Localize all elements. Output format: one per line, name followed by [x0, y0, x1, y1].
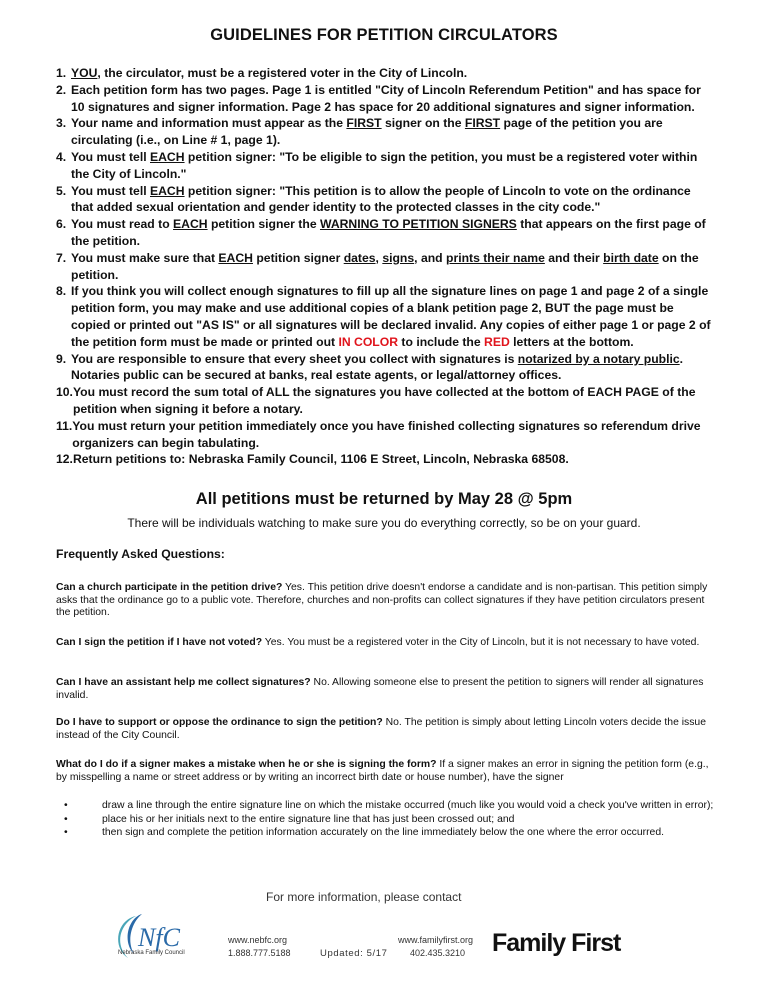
- rule-number: 11.: [56, 418, 73, 433]
- faq-question: Do I have to support or oppose the ordinance to sign the petition?: [56, 717, 383, 728]
- faq-answer: If a signer makes an error in signing the petition form (e.g., by misspelling a name or street address or by writing an incorrect birth date or house number), have the signer: [56, 759, 709, 783]
- list-item: • draw a line through the entire signature line on which the mistake occurred (much like you would void a check you've written in error);: [56, 800, 716, 813]
- watch-note: There will be individuals watching to make sure you do everything correctly, so be on your guard.: [127, 516, 641, 530]
- rule-number: 3.: [56, 116, 67, 131]
- rule-item: [56, 82, 716, 116]
- rule-item: [56, 149, 716, 183]
- faq-question: Can I sign the petition if I have not voted?: [56, 637, 263, 648]
- bullet-icon: •: [64, 800, 68, 811]
- rule-text: You must read to EACH petition signer the WARNING TO PETITION SIGNERS that appears on the first page of the petition.: [71, 217, 706, 248]
- faq-answer: Yes. This petition drive doesn't endorse a candidate and is non-partisan. This petition simply asks that the ordinance go to a public vote. Therefore, churches and non-profits can collect signatures if they have petition circulators present the petition.: [56, 582, 708, 619]
- rule-number: 4.: [56, 149, 67, 164]
- rule-item: [56, 451, 716, 468]
- rule-number: 5.: [56, 183, 67, 198]
- page-title: GUIDELINES FOR PETITION CIRCULATORS: [210, 26, 558, 44]
- rule-item: [56, 183, 716, 217]
- rule-item: [56, 216, 716, 250]
- faq-answer: Yes. You must be a registered voter in the City of Lincoln, but it is not necessary to have voted.: [262, 637, 700, 648]
- rule-number: 1.: [56, 66, 67, 80]
- faq-question: What do I do if a signer makes a mistake when he or she is signing the form?: [56, 759, 437, 770]
- rule-text: You must tell EACH petition signer: "This petition is to allow the people of Lincoln to vote on the ordinance that added sexual orientation and gender identity to the protected classes in the city code.": [71, 183, 691, 215]
- ff-phone: 402.435.3210: [410, 948, 466, 958]
- ff-website: www.familyfirst.org: [398, 935, 474, 945]
- family-first-logo-icon: [492, 915, 632, 963]
- deadline-banner: All petitions must be returned by May 28 @ 5pm: [195, 490, 573, 508]
- nfc-caption: Nebraska Family Council: [118, 950, 185, 956]
- nfc-website: www.nebfc.org: [228, 935, 288, 945]
- rule-number: 10.: [56, 385, 73, 400]
- rule-number: 9.: [56, 351, 67, 366]
- faq-item: [56, 582, 716, 620]
- list-item: • then sign and complete the petition information accurately on the line immediately below the one where the error occurred.: [56, 827, 716, 840]
- nfc-logo-icon: [106, 908, 226, 968]
- bullet-icon: •: [64, 813, 68, 825]
- rule-text: Each petition form has two pages. Page 1 is entitled "City of Lincoln Referendum Petition" and has space for 10 signatures and signer information. Page 2 has space for 20 additional signatures and signer information.: [71, 82, 701, 114]
- faq-item: [56, 717, 716, 742]
- svg-text:Family First: Family First: [492, 929, 621, 957]
- rule-text: You must record the sum total of ALL the signatures you have collected at the bottom of EACH PAGE of the petition when signing it before a notary.: [72, 385, 696, 416]
- rule-text: You must make sure that EACH petition signer dates, signs, and prints their name and their birth date on the petition.: [71, 250, 699, 282]
- rule-number: 6.: [56, 217, 67, 232]
- rule-item: [56, 384, 716, 418]
- rule-text: Return petitions to: Nebraska Family Council, 1106 E Street, Lincoln, Nebraska 68508.: [72, 452, 569, 467]
- faq-item: [56, 677, 716, 702]
- mistake-steps-list: [56, 800, 716, 841]
- rule-item: [56, 283, 716, 350]
- svg-text:NfC: NfC: [138, 923, 180, 952]
- rules-list: [56, 65, 716, 468]
- bullet-icon: •: [64, 827, 68, 839]
- rule-number: 7.: [56, 250, 67, 265]
- faq-heading: Frequently Asked Questions:: [56, 547, 225, 561]
- faq-answer: No. The petition is simply about letting Lincoln voters decide the issue instead of the City Council.: [56, 717, 706, 741]
- rule-text: You are responsible to ensure that every sheet you collect with signatures is notarized by a notary public. Notaries public can be secured at banks, real estate agents, or legal/attorney offices.: [71, 351, 684, 383]
- rule-item: [56, 115, 716, 149]
- faq-item: [56, 637, 716, 650]
- rule-text: You must tell EACH petition signer: "To be eligible to sign the petition, you must be a registered voter within the City of Lincoln.": [71, 149, 698, 181]
- rule-text: You must return your petition immediately once you have finished collecting signatures so referendum drive organizers can begin tabulating.: [72, 418, 701, 450]
- nfc-phone: 1.888.777.5188: [228, 948, 291, 958]
- rule-text: YOU, the circulator, must be a registered voter in the City of Lincoln.: [71, 66, 468, 80]
- list-item: • place his or her initials next to the entire signature line that has just been crossed out; and: [56, 814, 716, 827]
- rule-item: [56, 351, 716, 385]
- rule-text: If you think you will collect enough signatures to fill up all the signature lines on page 1 and page 2 of a single petition form, you may make and use additional copies of a blank petition page 2, BUT the page must be copied or printed out "AS IS" or all signatures will be declared invalid. Any copies of either page 1 or page 2 of the petition form must be made or printed out IN COLOR to include the RED letters at the bottom.: [71, 284, 711, 349]
- rule-item: [56, 418, 716, 452]
- rule-number: 8.: [56, 284, 67, 299]
- faq-item: [56, 759, 716, 784]
- faq-answer: No. Allowing someone else to present the petition to signers will render all signatures invalid.: [56, 677, 704, 701]
- rule-item: [56, 250, 716, 284]
- rule-number: 12.: [56, 452, 73, 467]
- rule-text: Your name and information must appear as the FIRST signer on the FIRST page of the petition you are circulating (i.e., on Line # 1, page 1).: [71, 116, 663, 148]
- faq-question: Can I have an assistant help me collect signatures?: [56, 677, 311, 688]
- more-info-note: For more information, please contact: [266, 890, 462, 904]
- updated-date: Updated: 5/17: [320, 948, 388, 959]
- faq-question: Can a church participate in the petition drive?: [56, 582, 283, 593]
- rule-item: [56, 65, 716, 82]
- rule-number: 2.: [56, 82, 67, 97]
